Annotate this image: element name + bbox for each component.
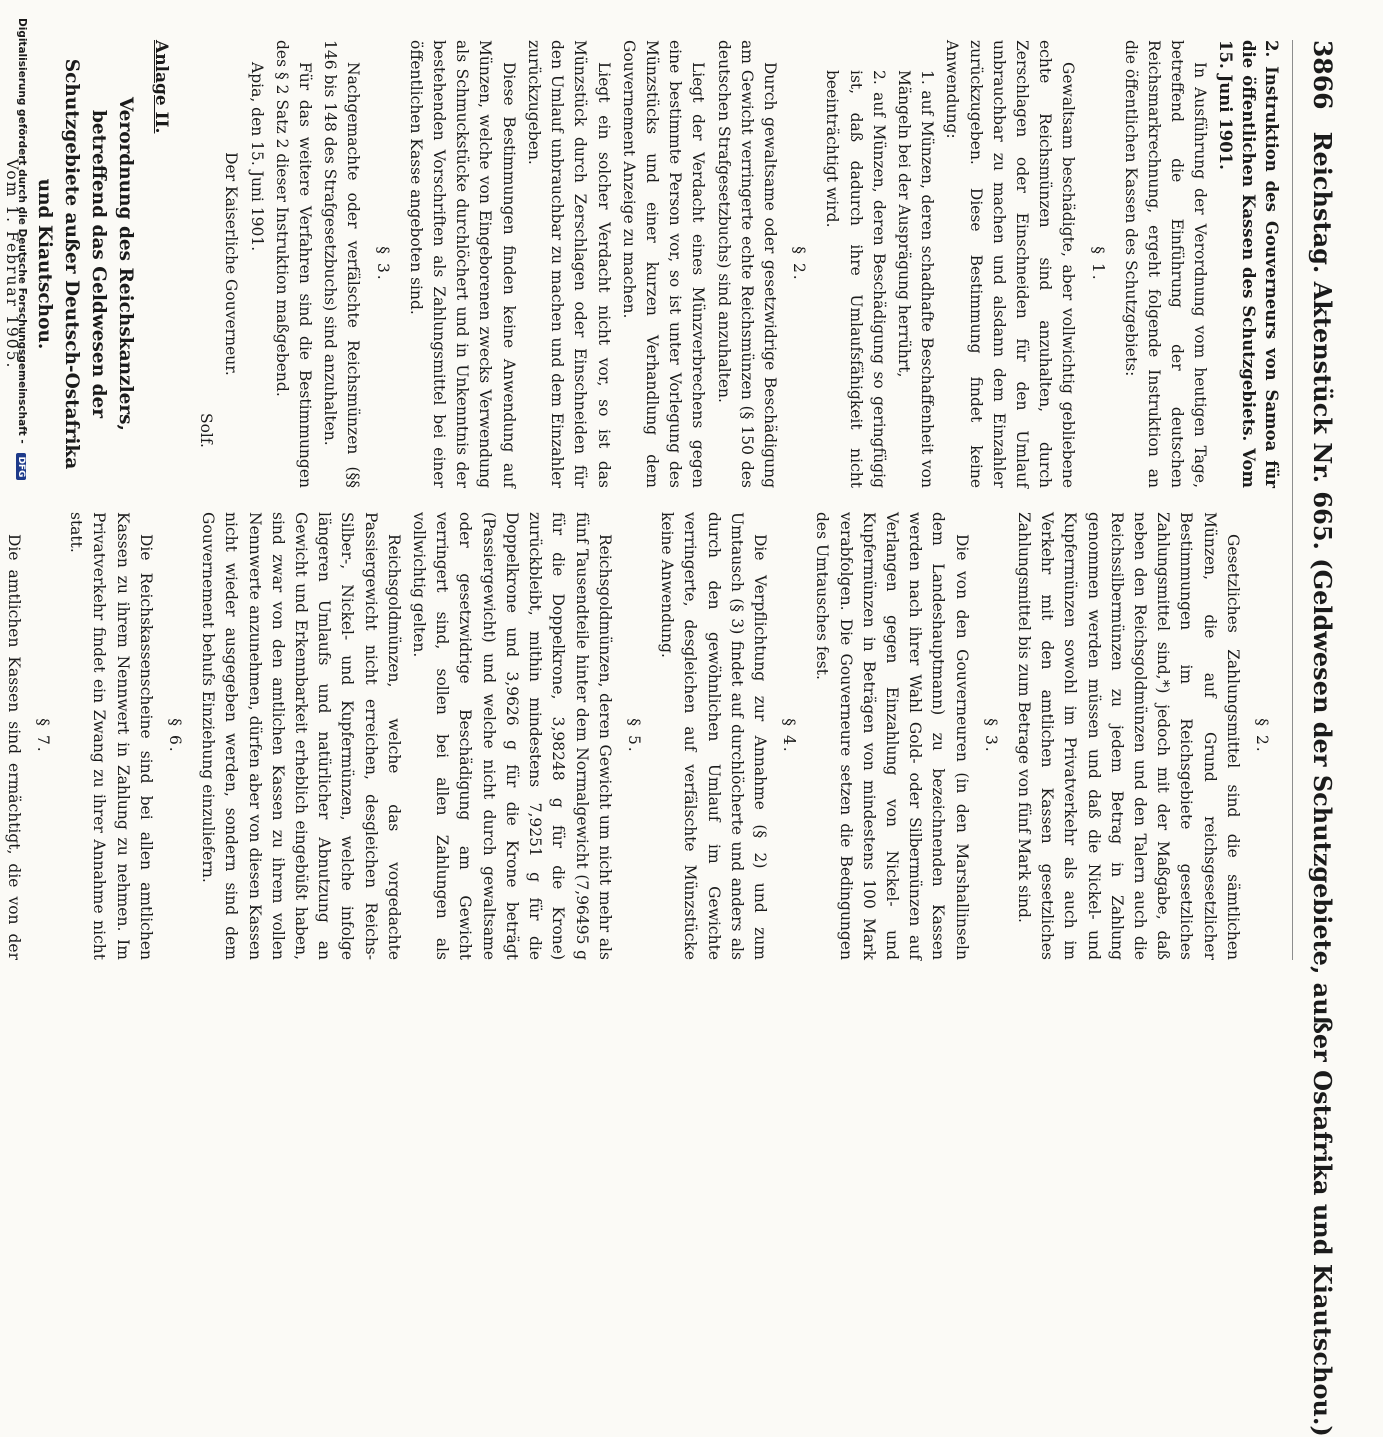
- signer-title: Der Kaiserliche Gouverneur.: [222, 152, 241, 376]
- paragraph: Für das weitere Verfahren sind die Bestimmungen des § 2 Satz 2 dieser Instruktion maßgebend.: [272, 40, 315, 488]
- list-item: 2. auf Münzen, deren Beschädigung so geringfügig ist, daß dadurch ihre Umlaufsfähigkeit nicht beeinträchtigt wird.: [823, 70, 888, 488]
- section-number: § 3.: [373, 246, 392, 282]
- credit-text: Digitalisierung gefördert durch die Deutsche Forschungsgemeinschaft -: [16, 18, 28, 444]
- section-number: § 2.: [790, 246, 809, 282]
- list-item: 1. auf Münzen, deren schadhafte Beschaffenheit von Mängeln bei der Ausprägung herrührt,: [894, 70, 937, 488]
- paragraph: Liegt der Verdacht eines Münzverbrechens gegen eine bestimmte Person vor, so ist unter Vorlegung des Münzstücks und einer kurzen Verhandlung dem Gouvernement Anzeige zu machen.: [619, 40, 708, 488]
- paragraph: Die Reichskassenscheine sind bei allen amtlichen Kassen zu ihrem Nennwert in Zahlung zu nehmen. Im Privatverkehr findet ein Zwang zu ihrer Annahme nicht statt.: [67, 512, 155, 960]
- right-column: [4, 512, 1283, 1000]
- paragraph: Nachgemachte oder verfälschte Reichsmünzen (§§ 146 bis 148 des Strafgesetzbuchs) sind anzuhalten.: [321, 40, 363, 488]
- page-number: 3866: [1308, 40, 1338, 110]
- instruction-heading: 2. Instruktion des Gouverneurs von Samoa für die öffentlichen Kassen des Schutzgebiets. Vom 15. Juni 1901.: [1215, 40, 1281, 488]
- section-number: § 2.: [1253, 718, 1271, 754]
- paragraph: In Ausführung der Verordnung vom heutigen Tage, betreffend die Einführung der deutschen Reichsmarkrechnung, ergeht folgende Instruktion an die öffentlichen Kassen des Schutzgebiets:: [1121, 40, 1210, 488]
- signer-name: Solf.: [197, 412, 216, 448]
- place-date: Apia, den 15. Juni 1901.: [247, 62, 266, 252]
- section-number: § 4.: [780, 718, 799, 754]
- ordinance-title: Verordnung des Reichskanzlers, betreffend das Geldwesen der Schutzgebiete außer Deutsch-Ostafrika und Kiautschou.: [33, 58, 136, 470]
- paragraph: Reichsgoldmünzen, deren Gewicht um nicht mehr als fünf Tausendteile hinter dem Normalgewicht (7,96495 g für die Doppelkrone, 3,98248 g für die Krone) zurückbleibt, mithin mindestens 7,9251 g für die Doppelkrone und 3,9626 g für die Krone beträgt (Passiergewicht) und welche nicht durch gewaltsame oder gesetzwidrige Beschädigung am Gewicht verringert sind, sollen bei allen Zahlungen als vollwichtig gelten.: [410, 512, 614, 960]
- annex-label: Anlage II.: [151, 40, 172, 134]
- paragraph: Gewaltsam beschädigte, aber vollwichtig gebliebene echte Reichsmünzen sind anzuhalten, durch Zerschlagen oder Einschneiden für den Umlauf unbrauchbar zu machen und alsdann dem Einzahler zurückzugeben. Diese Bestimmung findet keine Anwendung:: [943, 40, 1078, 488]
- section-number: § 3.: [981, 718, 1000, 754]
- paragraph: Reichsgoldmünzen, welche das vorgedachte Passiergewicht nicht erreichen, desgleichen Reichs-Silber-, Nickel- und Kupfermünzen, welche infolge längeren Umlaufs und natürlicher Abnutzung an Gewicht und Erkennbarkeit erheblich eingebüßt haben, sind zwar von den amtlichen Kassen zu ihrem vollen Nennwerte anzunehmen, dürfen aber von diesen Kassen nicht wieder ausgegeben werden, sondern sind dem Gouvernement behufs Einziehung einzuliefern.: [199, 512, 403, 960]
- section-number: § 1.: [1088, 246, 1107, 282]
- paragraph: Durch gewaltsame oder gesetzwidrige Beschädigung am Gewicht verringerte echte Reichsmünzen (§ 150 des deutschen Strafgesetzbuchs) sind anzuhalten.: [714, 40, 779, 488]
- paragraph: Die Verpflichtung zur Annahme (§ 2) und zum Umtausch (§ 3) findet auf durchlöcherte und anders als durch den gewöhnlichen Umlauf im Gewichte verringerte, desgleichen auf verfälschte Münzstücke keine Anwendung.: [658, 512, 769, 960]
- paragraph: Liegt ein solcher Verdacht nicht vor, so ist das Münzstück durch Zerschlagen oder Einschneiden für den Umlauf unbrauchbar zu machen und dem Einzahler zurückzugeben.: [524, 40, 613, 488]
- page-title: Reichstag. Aktenstück Nr. 665. (Geldwesen der Schutzgebiete, außer Ostafrika und Kiautschou.): [1308, 131, 1338, 1437]
- paragraph: Die amtlichen Kassen sind ermächtigt, die von der: [4, 534, 23, 960]
- paragraph: Gesetzliches Zahlungsmittel sind die sämtlichen Münzen, die auf Grund reichsgesetzlicher Bestimmungen im Reichsgebiete gesetzliches Zahlungsmittel sind,*) jedoch mit der Maßgabe, daß neben den Reichsgoldmünzen und den Talern auch die Reichssilbermünzen zu jedem Betrag in Zahlung genommen werden müssen und daß die Nickel- und Kupfermünzen sowohl im Privatverkehr als auch im Verkehr mit den amtlichen Kassen gesetzliches Zahlungsmittel bis zum Betrage von fünf Mark sind.: [1014, 512, 1242, 960]
- dfg-logo: DFG: [16, 453, 26, 480]
- paragraph: Diese Bestimmungen finden keine Anwendung auf Münzen, welche von Eingeborenen zwecks Verwendung als Schmuckstücke durchlöchert und in Unkenntnis der bestehenden Vorschriften als Zahlungsmittel bei einer öffentlichen Kasse angeboten sind.: [406, 40, 518, 488]
- header-rule: [1292, 40, 1293, 960]
- section-number: § 7.: [34, 718, 53, 754]
- section-number: § 5.: [624, 718, 643, 754]
- page-header: [1295, 40, 1351, 1437]
- paragraph: Die von den Gouverneuren (in den Marshallinseln dem Landeshauptmann) zu bezeichnenden Kassen werden nach ihrer Wahl Gold- oder Silbermünzen auf Verlangen gegen Einzahlung von Nickel- und Kupfermünzen in Beträgen von mindestens 100 Mark verabfolgen. Die Gouverneure setzen die Bedingungen des Umtausches fest.: [813, 512, 971, 960]
- ordinance-date: Vom 1. Februar 1905.: [2, 158, 21, 370]
- section-number: § 6.: [166, 718, 185, 754]
